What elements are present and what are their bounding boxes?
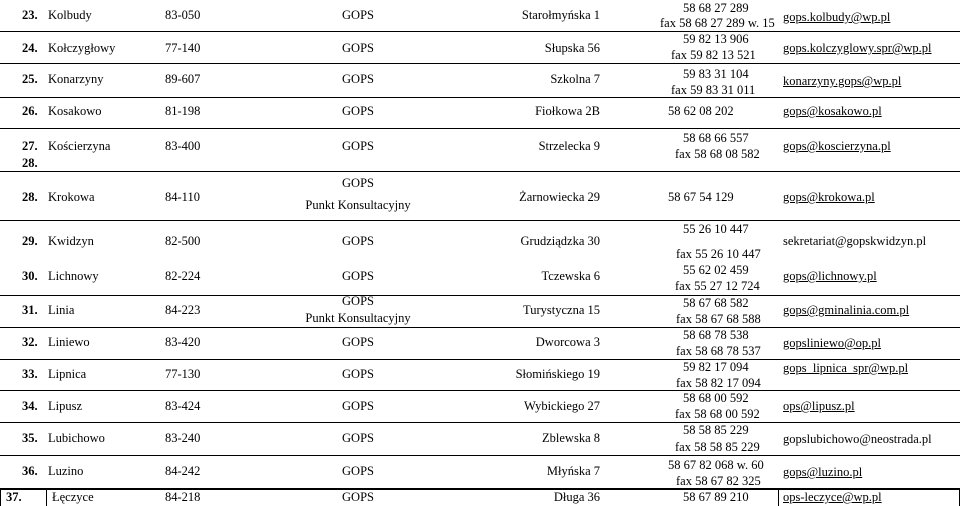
postal-code: 83-240 <box>165 431 201 445</box>
street-address: Długa 36 <box>553 490 600 504</box>
fax-number: fax 58 67 82 325 <box>676 474 761 488</box>
office-type: GOPS <box>342 294 374 308</box>
municipality-name: Łęczyce <box>52 490 94 504</box>
postal-code: 77-140 <box>165 41 201 55</box>
row-number: 35. <box>22 431 38 445</box>
email-link[interactable]: gops@luzino.pl <box>783 465 863 479</box>
municipality-name: Linia <box>48 303 75 317</box>
street-address: Grudziądzka 30 <box>520 234 600 248</box>
phone-number: 58 67 54 129 <box>668 190 734 204</box>
email-link[interactable]: ops-leczyce@wp.pl <box>783 490 882 504</box>
table-border-left <box>0 489 1 506</box>
phone-number: 58 68 00 592 <box>683 391 749 405</box>
office-type: GOPS <box>342 490 374 504</box>
street-address: Fiołkowa 2B <box>535 104 600 118</box>
phone-number: 59 82 17 094 <box>683 360 749 374</box>
table-border-col2 <box>778 489 779 506</box>
phone-number: 58 68 78 538 <box>683 328 749 342</box>
table-row <box>0 155 960 172</box>
street-address: Słupska 56 <box>544 41 600 55</box>
phone-number: 58 62 08 202 <box>668 104 734 118</box>
row-number: 33. <box>22 367 38 381</box>
municipality-name: Lichnowy <box>48 269 99 283</box>
row-number: 30. <box>22 269 38 283</box>
office-type: GOPS <box>342 335 374 349</box>
row-number: 25. <box>22 72 38 86</box>
phone-number: 55 62 02 459 <box>683 263 749 277</box>
row-number: 36. <box>22 464 38 478</box>
table-row <box>0 262 960 296</box>
table-row <box>0 63 960 98</box>
office-type: GOPS <box>342 431 374 445</box>
municipality-name: Kosakowo <box>48 104 102 118</box>
postal-code: 81-198 <box>165 104 201 118</box>
office-type: GOPS <box>342 72 374 86</box>
table-row <box>0 455 960 489</box>
email-link[interactable]: gops@kosakowo.pl <box>783 104 882 118</box>
row-number: 28. <box>22 190 38 204</box>
fax-number: fax 55 26 10 447 <box>676 247 761 261</box>
email-link[interactable]: konarzyny.gops@wp.pl <box>783 74 902 88</box>
street-address: Żarnowiecka 29 <box>519 190 600 204</box>
email-link[interactable]: gopslubichowo@neostrada.pl <box>783 432 932 446</box>
phone-number: 58 67 68 582 <box>683 296 749 310</box>
table-border-top <box>0 489 960 490</box>
office-subtype: Punkt Konsultacyjny <box>305 198 411 212</box>
email-link[interactable]: gops.kolczyglowy.spr@wp.pl <box>783 41 932 55</box>
row-number: 27. <box>22 139 38 153</box>
municipality-name: Luzino <box>48 464 84 478</box>
email-link[interactable]: gops_lipnica_spr@wp.pl <box>783 361 909 375</box>
table-row <box>0 172 960 221</box>
street-address: Słomińskiego 19 <box>515 367 600 381</box>
email-link[interactable]: gopsliniewo@op.pl <box>783 336 881 350</box>
fax-number: fax 58 68 08 582 <box>675 147 760 161</box>
phone-number: 59 82 13 906 <box>683 32 749 46</box>
table-row <box>0 327 960 360</box>
municipality-name: Liniewo <box>48 335 90 349</box>
table-row <box>0 0 960 32</box>
email-link[interactable]: gops.kolbudy@wp.pl <box>783 10 891 24</box>
postal-code: 83-420 <box>165 335 201 349</box>
fax-number: fax 58 58 85 229 <box>675 440 760 454</box>
fax-number: fax 58 68 00 592 <box>675 407 760 421</box>
postal-code: 84-218 <box>165 490 201 504</box>
municipality-name: Kwidzyn <box>48 234 94 248</box>
table-row <box>0 489 960 506</box>
email-link[interactable]: sekretariat@gopskwidzyn.pl <box>783 234 927 248</box>
row-number: 23. <box>22 8 38 22</box>
table-row <box>0 422 960 456</box>
phone-number: 58 58 85 229 <box>683 423 749 437</box>
table-row <box>0 220 960 262</box>
office-type: GOPS <box>342 234 374 248</box>
fax-number: fax 55 27 12 724 <box>675 279 760 293</box>
municipality-name: Konarzyny <box>48 72 104 86</box>
row-number: 32. <box>22 335 38 349</box>
row-number: 26. <box>22 104 38 118</box>
street-address: Młyńska 7 <box>546 464 600 478</box>
fax-number: fax 58 82 17 094 <box>676 376 761 390</box>
row-number: 29. <box>22 234 38 248</box>
street-address: Tczewska 6 <box>541 269 600 283</box>
email-link[interactable]: gops@lichnowy.pl <box>783 269 877 283</box>
municipality-name: Kościerzyna <box>48 139 111 153</box>
street-address: Szkolna 7 <box>550 72 600 86</box>
fax-number: fax 58 68 27 289 w. 15 <box>660 16 775 30</box>
postal-code: 82-224 <box>165 269 201 283</box>
office-type: GOPS <box>342 104 374 118</box>
office-type: GOPS <box>342 464 374 478</box>
municipality-name: Kolbudy <box>48 8 92 22</box>
municipality-name: Lipnica <box>48 367 87 381</box>
postal-code: 83-400 <box>165 139 201 153</box>
street-address: Wybickiego 27 <box>524 399 600 413</box>
postal-code: 83-424 <box>165 399 201 413</box>
fax-number: fax 58 67 68 588 <box>676 312 761 326</box>
email-link[interactable]: gops@koscierzyna.pl <box>783 139 891 153</box>
street-address: Zblewska 8 <box>542 431 600 445</box>
office-type: GOPS <box>342 41 374 55</box>
postal-code: 84-242 <box>165 464 201 478</box>
postal-code: 84-110 <box>165 190 200 204</box>
office-type: GOPS <box>342 8 374 22</box>
postal-code: 84-223 <box>165 303 201 317</box>
phone-number: 58 68 66 557 <box>683 131 749 145</box>
row-number: 31. <box>22 303 38 317</box>
table-row <box>0 97 960 129</box>
street-address: Strzelecka 9 <box>538 139 600 153</box>
row-number: 28. <box>22 156 38 170</box>
email-link[interactable]: ops@lipusz.pl <box>783 399 855 413</box>
office-type: GOPS <box>342 367 374 381</box>
phone-number: 59 83 31 104 <box>683 67 749 81</box>
fax-number: fax 59 82 13 521 <box>671 48 756 62</box>
table-row <box>0 295 960 328</box>
postal-code: 77-130 <box>165 367 201 381</box>
street-address: Starołmyńska 1 <box>521 8 600 22</box>
table-row <box>0 359 960 391</box>
street-address: Turystyczna 15 <box>523 303 600 317</box>
table-border-col1 <box>46 489 47 506</box>
row-number: 37. <box>6 490 22 504</box>
table-row <box>0 31 960 64</box>
office-type: GOPS <box>342 399 374 413</box>
postal-code: 82-500 <box>165 234 201 248</box>
municipality-name: Lubichowo <box>48 431 105 445</box>
email-link[interactable]: gops@gminalinia.com.pl <box>783 303 910 317</box>
office-subtype: Punkt Konsultacyjny <box>305 311 411 325</box>
municipality-name: Krokowa <box>48 190 95 204</box>
phone-number: 55 26 10 447 <box>683 222 749 236</box>
postal-code: 83-050 <box>165 8 201 22</box>
fax-number: fax 59 83 31 011 <box>671 83 756 97</box>
postal-code: 89-607 <box>165 72 201 86</box>
office-type: GOPS <box>342 176 374 190</box>
email-link[interactable]: gops@krokowa.pl <box>783 190 875 204</box>
phone-number: 58 67 82 068 w. 60 <box>668 458 764 472</box>
office-type: GOPS <box>342 269 374 283</box>
street-address: Dworcowa 3 <box>535 335 600 349</box>
table-row <box>0 390 960 423</box>
row-number: 24. <box>22 41 38 55</box>
municipality-name: Lipusz <box>48 399 83 413</box>
phone-number: 58 68 27 289 <box>683 1 749 15</box>
fax-number: fax 58 68 78 537 <box>676 344 761 358</box>
row-number: 34. <box>22 399 38 413</box>
phone-number: 58 67 89 210 <box>683 490 749 504</box>
office-type: GOPS <box>342 139 374 153</box>
municipality-name: Kołczygłowy <box>48 41 116 55</box>
